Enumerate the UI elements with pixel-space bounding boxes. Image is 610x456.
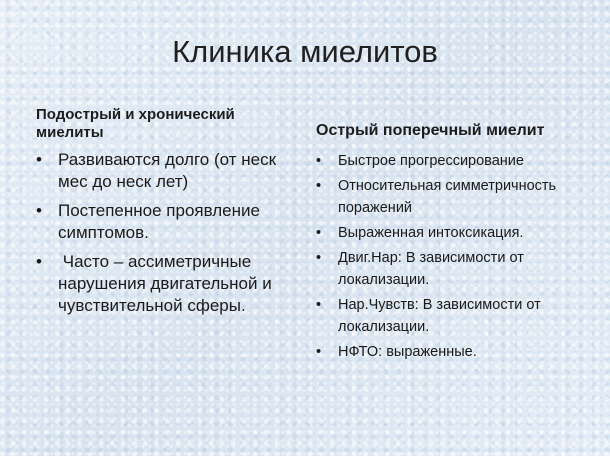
list-item	[316, 247, 588, 291]
list-item	[36, 251, 296, 317]
slide-title: Клиника миелитов	[172, 34, 438, 69]
bullet-icon: •	[316, 178, 322, 194]
list-item	[36, 200, 296, 244]
list-item	[36, 149, 296, 193]
list-item	[316, 175, 588, 219]
bullet-text: Часто – ассиметричные нарушения двигательной и чувствительной сферы.	[58, 252, 277, 315]
bullet-icon: •	[36, 150, 42, 169]
left-column-heading: Подострый и хронический миелиты	[36, 106, 235, 141]
bullet-text: Двиг.Нар: В зависимости от локализации.	[338, 250, 524, 288]
bullet-text: Выраженная интоксикация.	[338, 225, 524, 241]
bullet-text: Относительная симметричность поражений	[338, 178, 557, 216]
right-bullet-list	[316, 150, 588, 366]
right-column-heading: Острый поперечный миелит	[316, 122, 545, 139]
bullet-icon: •	[316, 344, 322, 360]
bullet-text: Развиваются долго (от неск мес до неск лет)	[58, 150, 277, 191]
list-item	[316, 294, 588, 338]
bullet-icon: •	[36, 252, 42, 271]
bullet-text: Быстрое прогрессирование	[338, 153, 524, 169]
bullet-icon: •	[316, 297, 322, 313]
list-item	[316, 341, 588, 363]
bullet-icon: •	[316, 225, 322, 241]
bullet-icon: •	[316, 153, 322, 169]
list-item	[316, 150, 588, 172]
bullet-text: НФТО: выраженные.	[338, 344, 477, 360]
list-item	[316, 222, 588, 244]
bullet-text: Нар.Чувств: В зависимости от локализации.	[338, 297, 541, 335]
bullet-icon: •	[36, 201, 42, 220]
bullet-icon: •	[316, 250, 322, 266]
left-bullet-list	[36, 149, 296, 324]
bullet-text: Постепенное проявление симптомов.	[58, 201, 260, 242]
